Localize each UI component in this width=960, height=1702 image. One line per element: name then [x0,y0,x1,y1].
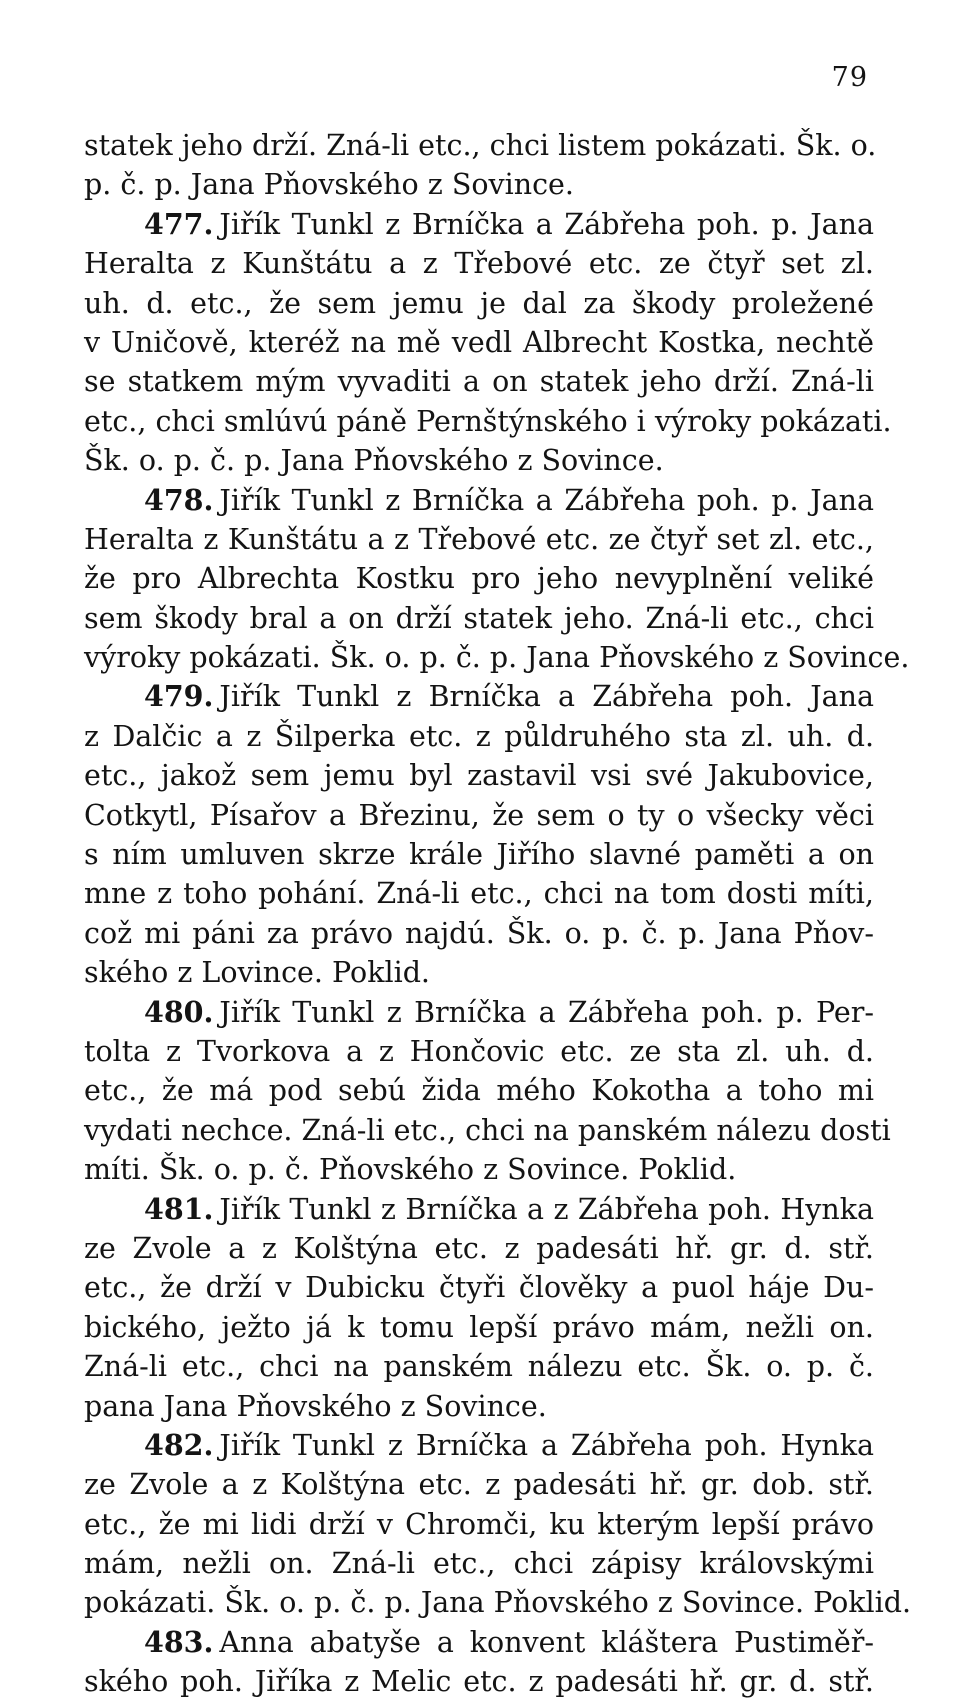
text-line [84,717,874,756]
text-line [84,284,874,323]
line-text: bického, ježto já k tomu lepší právo mám, nežli on. [84,1310,874,1344]
line-text: Anna abatyše a konvent kláštera Pustiměř- [219,1625,874,1659]
text-line [84,599,874,638]
text-line [84,126,877,165]
text-line [84,835,874,874]
line-text: sem škody bral a on drží statek jeho. Zná-li etc., chci [84,601,874,635]
line-text: Jiřík Tunkl z Brníčka a Zábřeha poh. p. Per- [219,995,874,1029]
entry-number: 478. [144,482,214,517]
line-text: ze Zvole a z Kolštýna etc. z padesáti hř. gr. dob. stř. [84,1468,874,1502]
line-text: s ním umluven skrze krále Jiřího slavné paměti a on [84,838,874,872]
entry-first-line [84,993,874,1032]
text-line [84,1229,874,1268]
line-text: etc., že drží v Dubicku čtyři člověky a puol háje Du- [84,1271,874,1305]
text-line [84,756,874,795]
entry-first-line [84,205,874,244]
line-text: pana Jana Pňovského z Sovince. [84,1389,547,1423]
entry-number: 481. [144,1191,214,1226]
text-line [84,323,874,362]
text-line [84,1111,891,1150]
line-text: ze Zvole a z Kolštýna etc. z padesáti hř. gr. d. stř. [84,1231,874,1265]
line-text: Jiřík Tunkl z Brníčka a Zábřeha poh. p. Jana [219,207,874,241]
line-text: etc., že má pod sebú žida mého Kokotha a toho mi [84,1074,874,1108]
line-text: Jiřík Tunkl z Brníčka a Zábřeha poh. p. Jana [219,483,874,517]
text-line [84,1347,874,1386]
line-text: Jiřík Tunkl z Brníčka a z Zábřeha poh. Hynka [219,1192,874,1226]
line-text: Cotkytl, Písařov a Březinu, že sem o ty o všecky věci [84,798,874,832]
entry-first-line [84,1190,874,1229]
line-text: etc., jakož sem jemu byl zastavil vsi své Jakubovice, [84,759,874,793]
entry-number: 480. [144,994,214,1029]
entry-first-line [84,677,874,716]
text-line [84,1583,912,1622]
entry-number: 482. [144,1427,214,1462]
line-text: Šk. o. p. č. p. Jana Pňovského z Sovince. [84,444,664,478]
text-line [84,165,874,204]
line-text: ského z Lovince. Poklid. [84,956,430,990]
line-text: v Uničově, kteréž na mě vedl Albrecht Kostka, nechtě [84,325,874,359]
text-line [84,1387,874,1426]
text-line [84,914,874,953]
text-line [84,1308,874,1347]
line-text: Jiřík Tunkl z Brníčka a Zábřeha poh. Hynka [219,1428,874,1462]
line-text: ského poh. Jiříka z Melic etc. z padesáti hř. gr. d. stř. [84,1665,874,1699]
entry-first-line [84,1426,874,1465]
line-text: etc., chci smlúvú páně Pernštýnského i výroky pokázati. [84,404,892,438]
line-text: Zná-li etc., chci na panském nálezu etc. Šk. o. p. č. [84,1350,874,1384]
text-line [84,441,874,480]
line-text: Jiřík Tunkl z Brníčka a Zábřeha poh. Jana [219,680,874,714]
line-text: statek jeho drží. Zná-li etc., chci listem pokázati. Šk. o. [84,129,877,162]
entry-first-line [84,1623,874,1662]
text-line [84,874,874,913]
text-line [84,1662,874,1701]
line-text: výroky pokázati. Šk. o. p. č. p. Jana Pňovského z Sovince. [84,641,910,675]
page-number: 79 [831,62,868,93]
text-line [84,559,874,598]
line-text: se statkem mým vyvaditi a on statek jeho drží. Zná-li [84,365,874,399]
line-text: z Dalčic a z Šilperka etc. z půldruhého sta zl. uh. d. [84,719,874,753]
line-text: mne z toho pohání. Zná-li etc., chci na tom dosti míti, [84,877,874,911]
line-text: vydati nechce. Zná-li etc., chci na panském nálezu dosti [84,1113,891,1147]
line-text: což mi páni za právo najdú. Šk. o. p. č. p. Jana Pňov- [84,916,874,950]
text-line [84,1071,874,1110]
line-text: p. č. p. Jana Pňovského z Sovince. [84,168,574,202]
line-text: mám, nežli on. Zná-li etc., chci zápisy královskými [84,1547,874,1581]
line-text: že pro Albrechta Kostku pro jeho nevyplnění veliké [84,562,874,596]
document-body [84,126,912,1702]
line-text: míti. Šk. o. p. č. Pňovského z Sovince. Poklid. [84,1153,737,1187]
text-line [84,520,874,559]
line-text: etc., že mi lidi drží v Chromči, ku kterým lepší právo [84,1507,874,1541]
text-line [84,402,892,441]
text-line [84,638,910,677]
text-line [84,1032,874,1071]
text-line [84,1150,874,1189]
entry-first-line [84,481,874,520]
line-text: pokázati. Šk. o. p. č. p. Jana Pňovského z Sovince. Poklid. [84,1586,912,1620]
text-line [84,362,874,401]
text-line [84,953,874,992]
line-text: tolta z Tvorkova a z Hončovic etc. ze sta zl. uh. d. [84,1034,874,1068]
text-line [84,1268,874,1307]
text-line [84,1505,874,1544]
line-text: uh. d. etc., že sem jemu je dal za škody proležené [84,286,874,320]
text-line [84,244,874,283]
entry-number: 483. [144,1624,214,1659]
text-line [84,1544,874,1583]
line-text: Heralta z Kunštátu a z Třebové etc. ze čtyř set zl. etc., [84,522,874,556]
line-text: Heralta z Kunštátu a z Třebové etc. ze čtyř set zl. [84,247,874,281]
entry-number: 479. [144,679,214,714]
text-line [84,796,874,835]
text-line [84,1465,874,1504]
entry-number: 477. [144,206,214,241]
